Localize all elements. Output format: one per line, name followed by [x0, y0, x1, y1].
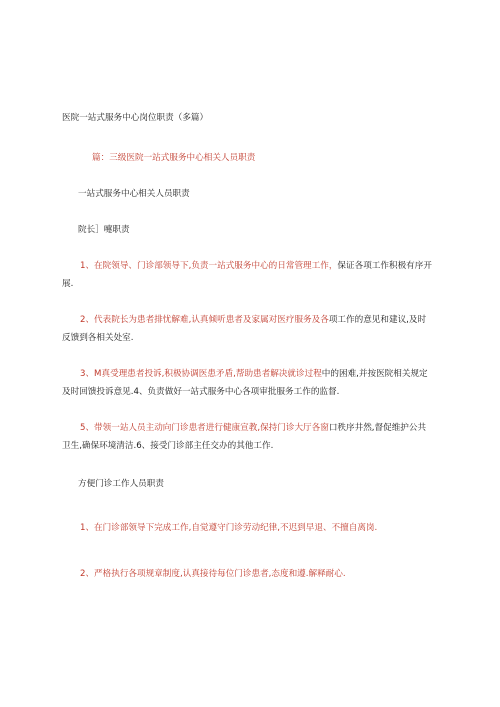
document-title: 医院一站式服务中心岗位职责（多篇） [62, 113, 209, 123]
duty-item-5-highlight: 5、带领一站人员主动向门诊患者进行健康宣教,保持门诊大厅各窗 [80, 423, 329, 433]
duty-item-5 [62, 420, 434, 455]
article-subtitle: 篇：三级医院一站式服务中心相关人员职责 [92, 153, 256, 163]
duty-item-2-highlight: 2、代表院长为患者排忧解难,认真倾听患者及家属对医疗服务及各 [80, 315, 329, 325]
role-heading-director: 院长］嚏职责 [78, 225, 130, 235]
clinic-duty-item-1 [62, 520, 434, 538]
duty-item-3 [62, 366, 434, 401]
duty-item-1-rest: 保证各项工作积极有序开展. [62, 261, 432, 289]
section-heading: 一站式服务中心相关人员职责 [78, 189, 190, 199]
role-heading-clinic-staff: 方便门诊工作人员职责 [78, 479, 164, 489]
clinic-duty-item-2-text: 2、严格执行各项规章制度,认真接待每位门诊患者,态度和遵.解释耐心. [80, 569, 346, 579]
duty-item-3-highlight: 3、M真受理患者投诉,积极协调医患矛盾,帮助患者解决就诊过程 [80, 369, 322, 379]
clinic-duty-item-1-text: 1、在门诊部领导下完成工作,自觉遵守门诊劳动纪律,不迟到早退、不擅自离岗. [80, 523, 378, 533]
duty-item-1 [62, 258, 434, 293]
duty-item-2-rest: 项工作的意见和建议,及时反馈到各相关处室. [62, 315, 427, 343]
duty-item-1-highlight: 1、在院领导、门诊部领导下,负责一站式服务中心的日常管理工作， [80, 261, 338, 271]
duty-item-3-rest: 中的困难,并按医院相关规定及时回馈投诉意见.4、负责做好一站式服务中心各项审批服务工作的监督. [62, 369, 428, 397]
duty-item-5-rest: 口秩序井然,督促维护公共卫生,确保环境清洁.6、接受门诊部主任交办的其他工作. [62, 423, 427, 451]
clinic-duty-item-2 [62, 566, 434, 584]
duty-item-2 [62, 312, 434, 347]
